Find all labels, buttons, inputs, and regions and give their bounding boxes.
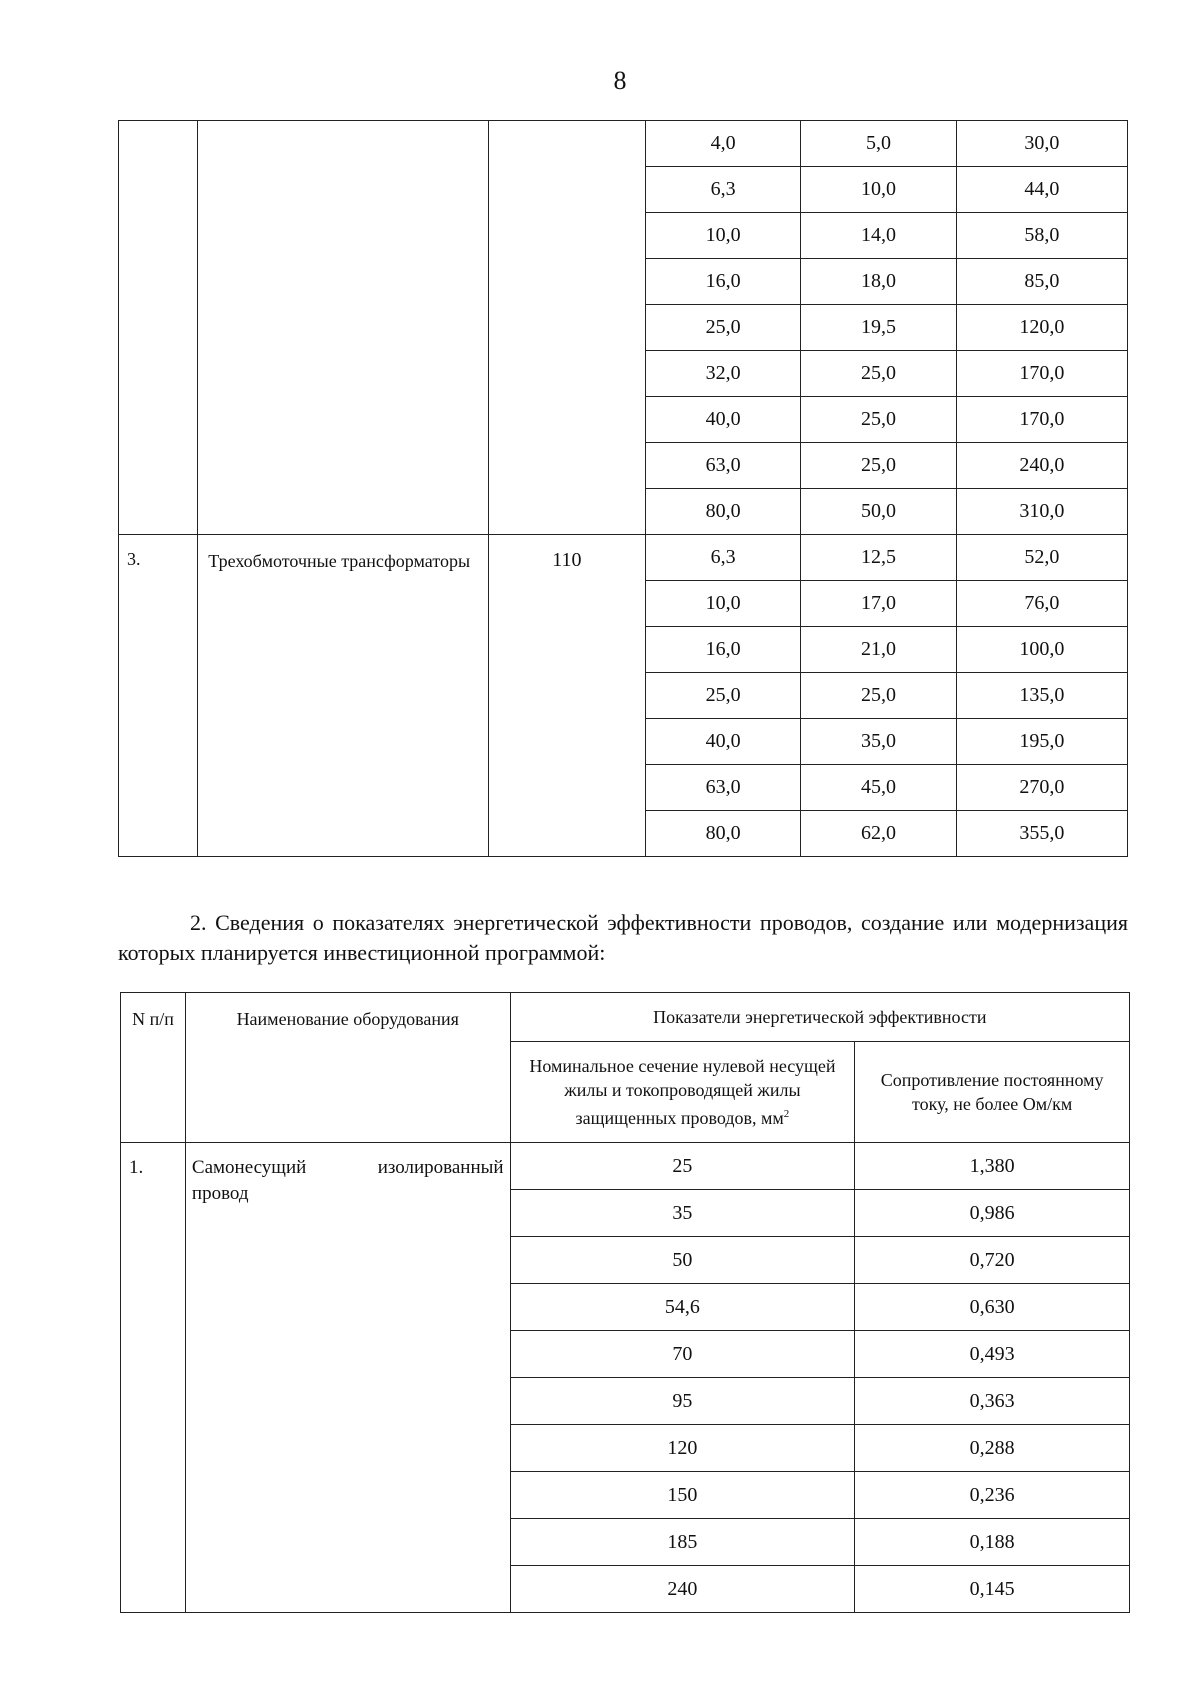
- resistance-cell: 0,493: [855, 1331, 1130, 1378]
- cross-section-cell: 240: [510, 1566, 855, 1613]
- resistance-cell: 0,630: [855, 1284, 1130, 1331]
- value-cell: 45,0: [801, 765, 956, 811]
- value-cell: 120,0: [956, 305, 1127, 351]
- number-cell: 3.: [119, 535, 198, 857]
- value-cell: 16,0: [645, 259, 800, 305]
- cross-section-cell: 25: [510, 1143, 855, 1190]
- table-row: [121, 1143, 1130, 1190]
- value-cell: 355,0: [956, 811, 1127, 857]
- resistance-cell: 0,236: [855, 1472, 1130, 1519]
- page-number: 8: [613, 66, 627, 95]
- value-cell: 25,0: [801, 673, 956, 719]
- resistance-cell: 1,380: [855, 1143, 1130, 1190]
- number-cell: 1.: [121, 1143, 186, 1613]
- value-cell: 25,0: [801, 351, 956, 397]
- value-cell: 30,0: [956, 121, 1127, 167]
- value-cell: 80,0: [645, 811, 800, 857]
- value-cell: 76,0: [956, 581, 1127, 627]
- name-cell: Трехобмоточные трансформаторы: [198, 535, 488, 857]
- name-line-1: Самонесущий изолированный: [191, 1157, 504, 1178]
- value-cell: 170,0: [956, 397, 1127, 443]
- cross-section-cell: 70: [510, 1331, 855, 1378]
- value-cell: 58,0: [956, 213, 1127, 259]
- value-cell: 12,5: [801, 535, 956, 581]
- value-cell: 135,0: [956, 673, 1127, 719]
- cross-section-cell: 50: [510, 1237, 855, 1284]
- table-row: [119, 121, 1128, 167]
- value-cell: 170,0: [956, 351, 1127, 397]
- value-cell: 14,0: [801, 213, 956, 259]
- header-indicators: Показатели энергетической эффективности: [510, 993, 1129, 1042]
- value-cell: 25,0: [801, 397, 956, 443]
- header-cross-section: [510, 1042, 855, 1143]
- value-cell: 10,0: [645, 581, 800, 627]
- value-cell: 16,0: [645, 627, 800, 673]
- value-cell: 25,0: [645, 673, 800, 719]
- voltage-cell: 110: [488, 535, 645, 857]
- value-cell: 62,0: [801, 811, 956, 857]
- header-cross-section-text: Номинальное сечение нулевой несущей жилы и токопроводящей жилы защищенных проводов, мм: [529, 1056, 836, 1128]
- value-cell: 32,0: [645, 351, 800, 397]
- value-cell: 18,0: [801, 259, 956, 305]
- resistance-cell: 0,363: [855, 1378, 1130, 1425]
- value-cell: 4,0: [645, 121, 800, 167]
- value-cell: 40,0: [645, 719, 800, 765]
- value-cell: 35,0: [801, 719, 956, 765]
- resistance-cell: 0,145: [855, 1566, 1130, 1613]
- value-cell: 63,0: [645, 765, 800, 811]
- cross-section-cell: 150: [510, 1472, 855, 1519]
- value-cell: 50,0: [801, 489, 956, 535]
- value-cell: 52,0: [956, 535, 1127, 581]
- value-cell: 6,3: [645, 167, 800, 213]
- number-cell: [119, 121, 198, 535]
- value-cell: 270,0: [956, 765, 1127, 811]
- value-cell: 310,0: [956, 489, 1127, 535]
- table-row: [119, 535, 1128, 581]
- value-cell: 10,0: [645, 213, 800, 259]
- wire-table: [120, 992, 1130, 1613]
- cross-section-cell: 35: [510, 1190, 855, 1237]
- header-num: N п/п: [121, 993, 186, 1143]
- resistance-cell: 0,288: [855, 1425, 1130, 1472]
- header-name: Наименование оборудования: [185, 993, 510, 1143]
- section-2-paragraph: 2. Сведения о показателях энергетической эффективности проводов, создание или модернизация которых планируется инвестиционной программой:: [118, 910, 1128, 965]
- value-cell: 19,5: [801, 305, 956, 351]
- value-cell: 10,0: [801, 167, 956, 213]
- value-cell: 17,0: [801, 581, 956, 627]
- value-cell: 195,0: [956, 719, 1127, 765]
- value-cell: 25,0: [645, 305, 800, 351]
- header-cross-section-sup: 2: [783, 1108, 790, 1120]
- value-cell: 80,0: [645, 489, 800, 535]
- name-cell: [185, 1143, 510, 1613]
- voltage-cell: [488, 121, 645, 535]
- header-resistance: Сопротивление постоянному току, не более Ом/км: [855, 1042, 1130, 1143]
- resistance-cell: 0,720: [855, 1237, 1130, 1284]
- cross-section-cell: 95: [510, 1378, 855, 1425]
- value-cell: 44,0: [956, 167, 1127, 213]
- cross-section-cell: 54,6: [510, 1284, 855, 1331]
- transformer-table: [118, 120, 1128, 857]
- value-cell: 240,0: [956, 443, 1127, 489]
- value-cell: 40,0: [645, 397, 800, 443]
- value-cell: 21,0: [801, 627, 956, 673]
- value-cell: 100,0: [956, 627, 1127, 673]
- name-cell: [198, 121, 488, 535]
- value-cell: 85,0: [956, 259, 1127, 305]
- value-cell: 63,0: [645, 443, 800, 489]
- cross-section-cell: 120: [510, 1425, 855, 1472]
- resistance-cell: 0,986: [855, 1190, 1130, 1237]
- cross-section-cell: 185: [510, 1519, 855, 1566]
- value-cell: 6,3: [645, 535, 800, 581]
- value-cell: 25,0: [801, 443, 956, 489]
- resistance-cell: 0,188: [855, 1519, 1130, 1566]
- name-line-2: провод: [191, 1183, 249, 1204]
- value-cell: 5,0: [801, 121, 956, 167]
